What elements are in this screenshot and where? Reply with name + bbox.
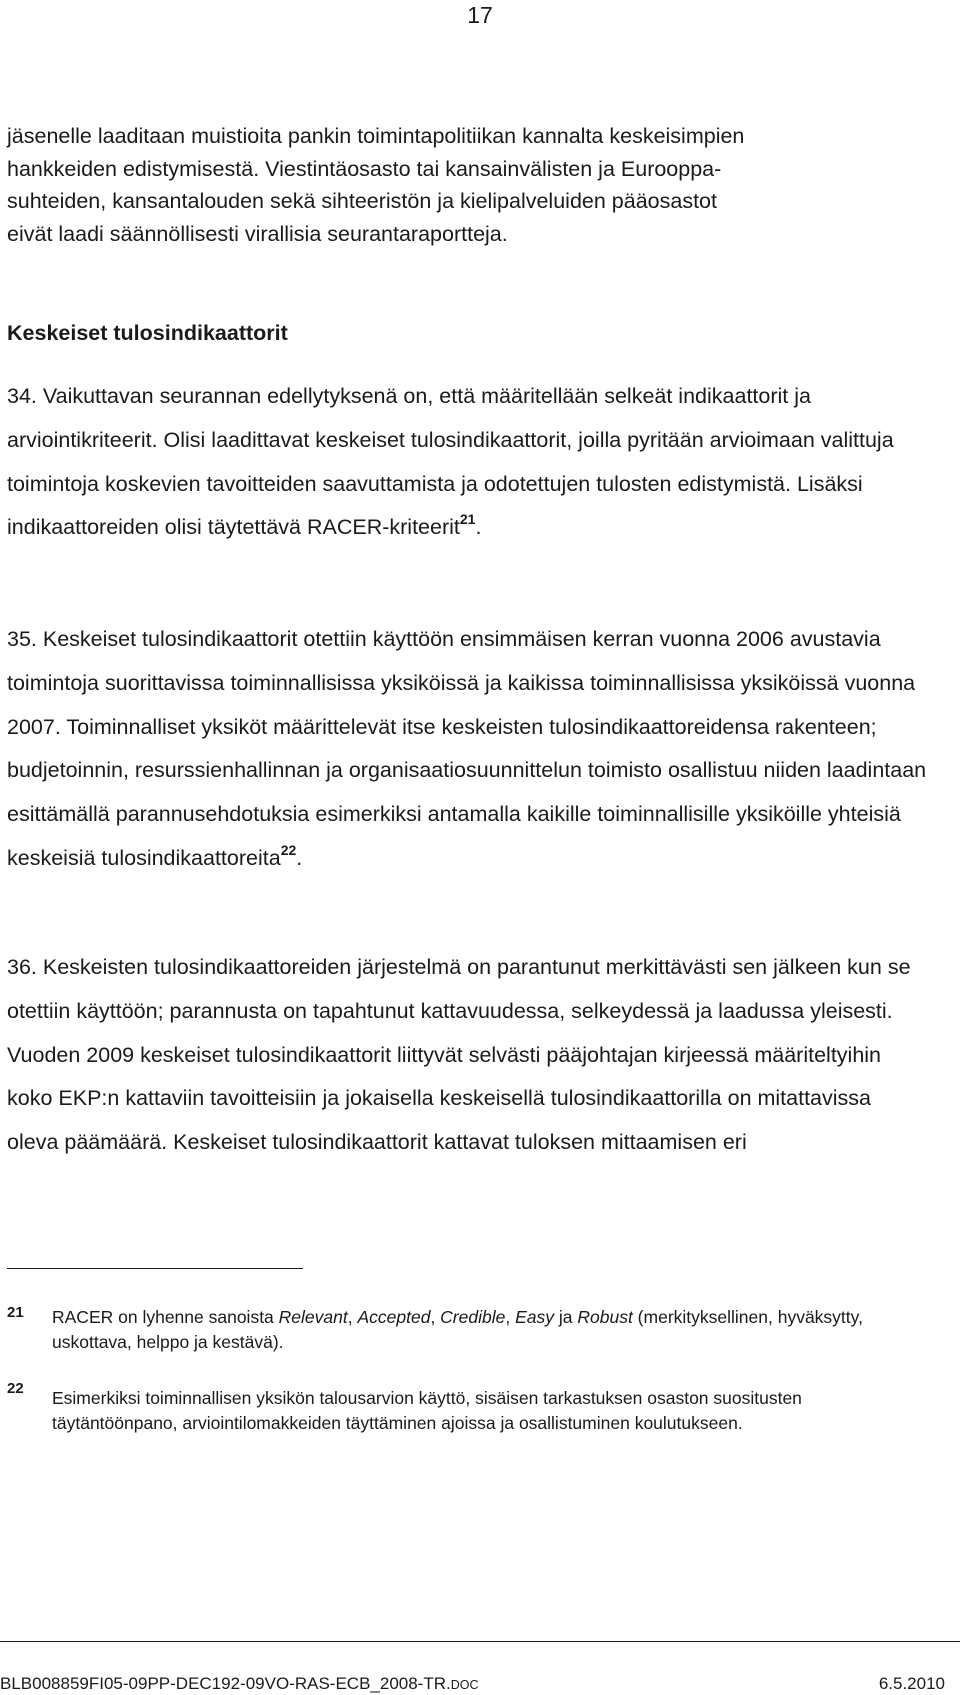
term-accepted: Accepted — [357, 1307, 431, 1327]
separator: , — [505, 1307, 516, 1327]
separator: , — [430, 1307, 441, 1327]
conjunction: ja — [554, 1307, 578, 1327]
document-id: BLB008859FI05-09PP-DEC192-09VO-RAS-ECB_2008-TR. — [0, 1674, 451, 1693]
paragraph-35 — [7, 618, 927, 881]
paragraph-tail: . — [296, 845, 303, 870]
footer-date: 6.5.2010 — [878, 1674, 945, 1693]
footnote-ref-21[interactable]: 21 — [459, 511, 476, 528]
footnote-21 — [52, 1305, 912, 1354]
term-robust: Robust — [577, 1307, 633, 1327]
intro-line: suhteiden, kansantalouden sekä sihteeristön ja kielipalveluiden pääosastot — [7, 189, 717, 213]
section-heading: Keskeiset tulosindikaattorit — [7, 321, 288, 345]
footnote-text: RACER on lyhenne sanoista — [52, 1307, 279, 1327]
paragraph-number: 35. — [7, 627, 37, 651]
paragraph-text: Keskeisten tulosindikaattoreiden järjestelmä on parantunut merkittävästi sen jälkeen kun se otettiin käyttöön; parannusta on tapahtunut kattavuudessa, selkeydessä ja laadussa yleisesti. Vuoden 2009 keskeiset tulosindikaattorit liittyvät selvästi pääjohtajan kirjeessä määriteltyihin koko EKP:n kattaviin tavoitteisiin ja jokaisella keskeisellä tulosindikaattorilla on mitattavissa oleva päämäärä. Keskeiset tulosindikaattorit kattavat tuloksen mittaamisen eri — [7, 955, 911, 1155]
paragraph-36 — [7, 946, 927, 1165]
term-credible: Credible — [440, 1307, 506, 1327]
paragraph-number: 34. — [7, 384, 37, 408]
term-relevant: Relevant — [278, 1307, 348, 1327]
paragraph-text: Keskeiset tulosindikaattorit otettiin käyttöön ensimmäisen kerran vuonna 2006 avustavia toimintoja suorittavissa toiminnallisissa yksiköissä ja kaikissa toiminnallisissa yksiköissä vuonna 2007. Toiminnalliset yksiköt määrittelevät itse keskeisten tulosindikaattoreidensa rakenteen; budjetoinnin, resurssienhallinnan ja organisaatiosuunnittelun toimisto osallistuu niiden laadintaan esittämällä parannusehdotuksia esimerkiksi antamalla kaikille toiminnallisille yksiköille yhteisiä keskeisiä tulosindikaattoreita — [7, 627, 927, 870]
intro-line: jäsenelle laaditaan muistioita pankin toimintapolitiikan kannalta keskeisimpien — [7, 124, 745, 148]
paragraph-34 — [7, 375, 927, 550]
intro-line: eivät laadi säännöllisesti virallisia seurantaraportteja. — [7, 221, 508, 246]
paragraph-number: 36. — [7, 955, 37, 979]
intro-line: hankkeiden edistymisestä. Viestintäosasto tai kansainvälisten ja Eurooppa- — [7, 156, 722, 181]
footer-separator — [0, 1641, 960, 1642]
footnote-22: Esimerkiksi toiminnallisen yksikön talousarvion käyttö, sisäisen tarkastuksen osaston suositusten täytäntöönpano, arviointilomakkeiden täyttäminen ajoissa ja osallistuminen koulutukseen. — [52, 1388, 802, 1433]
document-extension: DOC — [450, 1678, 479, 1692]
page-number: 17 — [467, 2, 493, 28]
intro-paragraph — [7, 120, 907, 250]
footnote-number-21: 21 — [7, 1304, 24, 1321]
paragraph-tail: . — [475, 515, 482, 540]
footnote-separator — [7, 1268, 303, 1269]
footnote-text: (merkityksellinen, hyväksytty, uskottava, helppo ja kestävä). — [52, 1307, 863, 1352]
footer-document-id — [0, 1674, 479, 1695]
footnote-ref-22[interactable]: 22 — [280, 841, 297, 858]
paragraph-text: Vaikuttavan seurannan edellytyksenä on, että määritellään selkeät indikaattorit ja arviointikriteerit. Olisi laadittavat keskeiset tulosindikaattorit, joilla pyritään arvioimaan valittuja toimintoja koskevien tavoitteiden saavuttamista ja odotettujen tulosten edistymistä. Lisäksi indikaattoreiden olisi täytettävä RACER-kriteerit — [7, 384, 894, 540]
separator: , — [347, 1307, 358, 1327]
footnote-number-22: 22 — [7, 1380, 24, 1397]
term-easy: Easy — [515, 1307, 554, 1327]
